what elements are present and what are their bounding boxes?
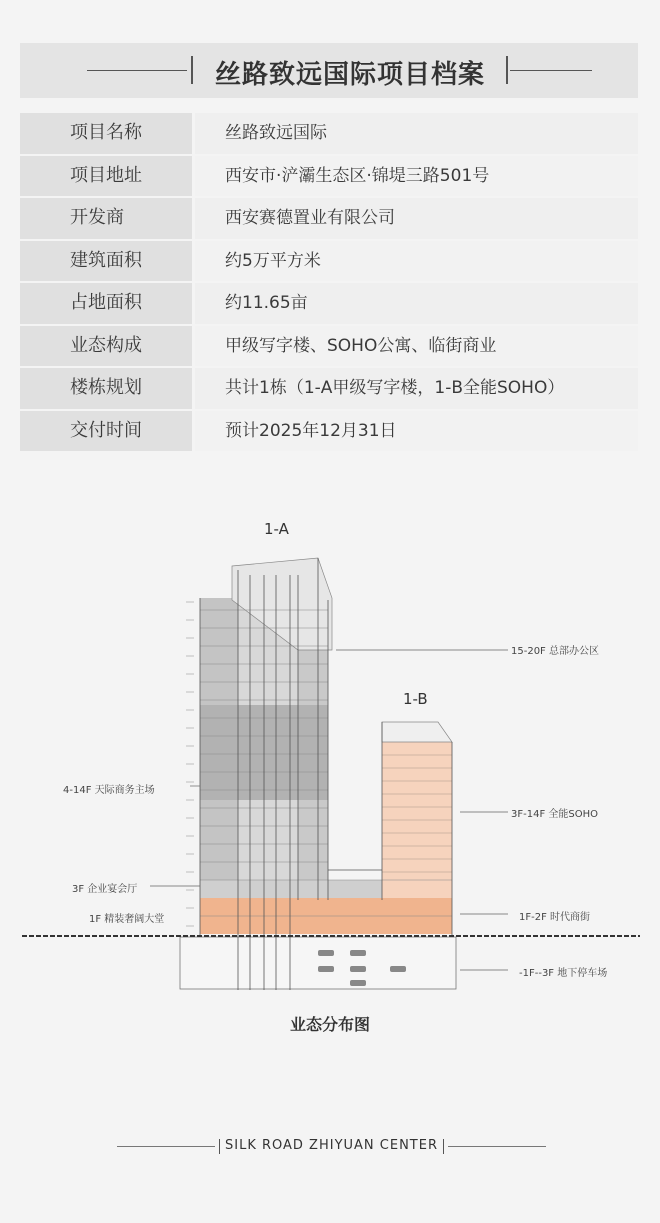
info-value: 西安市·浐灞生态区·锦堤三路501号 xyxy=(195,156,638,197)
title-line-right xyxy=(510,70,592,71)
label-biz: 4-14F 天际商务主场 xyxy=(63,785,155,796)
info-value: 西安赛德置业有限公司 xyxy=(195,198,638,239)
label-banquet: 3F 企业宴会厅 xyxy=(72,884,138,895)
footer xyxy=(0,1137,660,1157)
footer-line-left xyxy=(117,1146,215,1147)
leader-lines xyxy=(150,650,508,970)
structure-verticals xyxy=(200,558,452,990)
label-street: 1F-2F 时代商街 xyxy=(519,912,591,923)
title-line-left xyxy=(87,70,187,71)
tower-b-label: 1-B xyxy=(403,690,428,708)
footer-text: SILK ROAD ZHIYUAN CENTER xyxy=(225,1138,438,1153)
label-hq: 15-20F 总部办公区 xyxy=(511,646,599,657)
info-value: 甲级写字楼、SOHO公寓、临街商业 xyxy=(195,326,638,367)
info-key: 项目地址 xyxy=(20,156,192,197)
info-key: 楼栋规划 xyxy=(20,368,192,409)
info-row xyxy=(20,283,638,326)
basement xyxy=(180,937,456,989)
info-row xyxy=(20,326,638,369)
tower-a-roof xyxy=(232,558,332,650)
info-value: 约5万平方米 xyxy=(195,241,638,282)
tower-a-upper-left xyxy=(200,598,238,898)
title-bar-right xyxy=(506,56,508,84)
info-value: 共计1栋（1-A甲级写字楼，1-B全能SOHO） xyxy=(195,368,638,409)
footer-bar-left xyxy=(219,1139,220,1154)
info-value: 预计2025年12月31日 xyxy=(195,411,638,452)
footer-bar-right xyxy=(443,1139,444,1154)
info-row xyxy=(20,198,638,241)
retail-band-1f-2f xyxy=(200,898,452,934)
info-row xyxy=(20,113,638,156)
tower-b-body xyxy=(382,742,452,898)
info-row xyxy=(20,241,638,284)
info-key: 占地面积 xyxy=(20,283,192,324)
project-info-table xyxy=(20,113,638,453)
tower-a-floor-lines xyxy=(200,610,452,916)
label-lobby: 1F 精装奢阔大堂 xyxy=(89,914,165,925)
info-row xyxy=(20,368,638,411)
title-bar-left xyxy=(191,56,193,84)
info-key: 交付时间 xyxy=(20,411,192,452)
label-soho: 3F-14F 全能SOHO xyxy=(511,809,598,820)
info-row xyxy=(20,156,638,199)
tower-a-mid-band xyxy=(200,705,328,800)
footer-line-right xyxy=(448,1146,546,1147)
info-key: 建筑面积 xyxy=(20,241,192,282)
info-value: 约11.65亩 xyxy=(195,283,638,324)
tower-a-upper-core xyxy=(238,570,298,900)
info-value: 丝路致远国际 xyxy=(195,113,638,154)
tower-a-label: 1-A xyxy=(264,520,289,538)
page-title: 丝路致远国际项目档案 xyxy=(214,60,485,90)
basement-cars xyxy=(318,950,406,986)
tower-b-crown xyxy=(382,722,452,742)
diagram-caption: 业态分布图 xyxy=(289,1015,370,1034)
info-key: 业态构成 xyxy=(20,326,192,367)
podium-3f xyxy=(200,880,452,898)
info-key: 开发商 xyxy=(20,198,192,239)
tower-b-floor-lines xyxy=(382,755,452,872)
info-key: 项目名称 xyxy=(20,113,192,154)
tower-a-upper-right xyxy=(298,600,328,900)
info-row xyxy=(20,411,638,454)
title-banner xyxy=(20,43,638,98)
label-parking: -1F--3F 地下停车场 xyxy=(519,968,608,979)
floor-ticks-a xyxy=(186,602,194,926)
